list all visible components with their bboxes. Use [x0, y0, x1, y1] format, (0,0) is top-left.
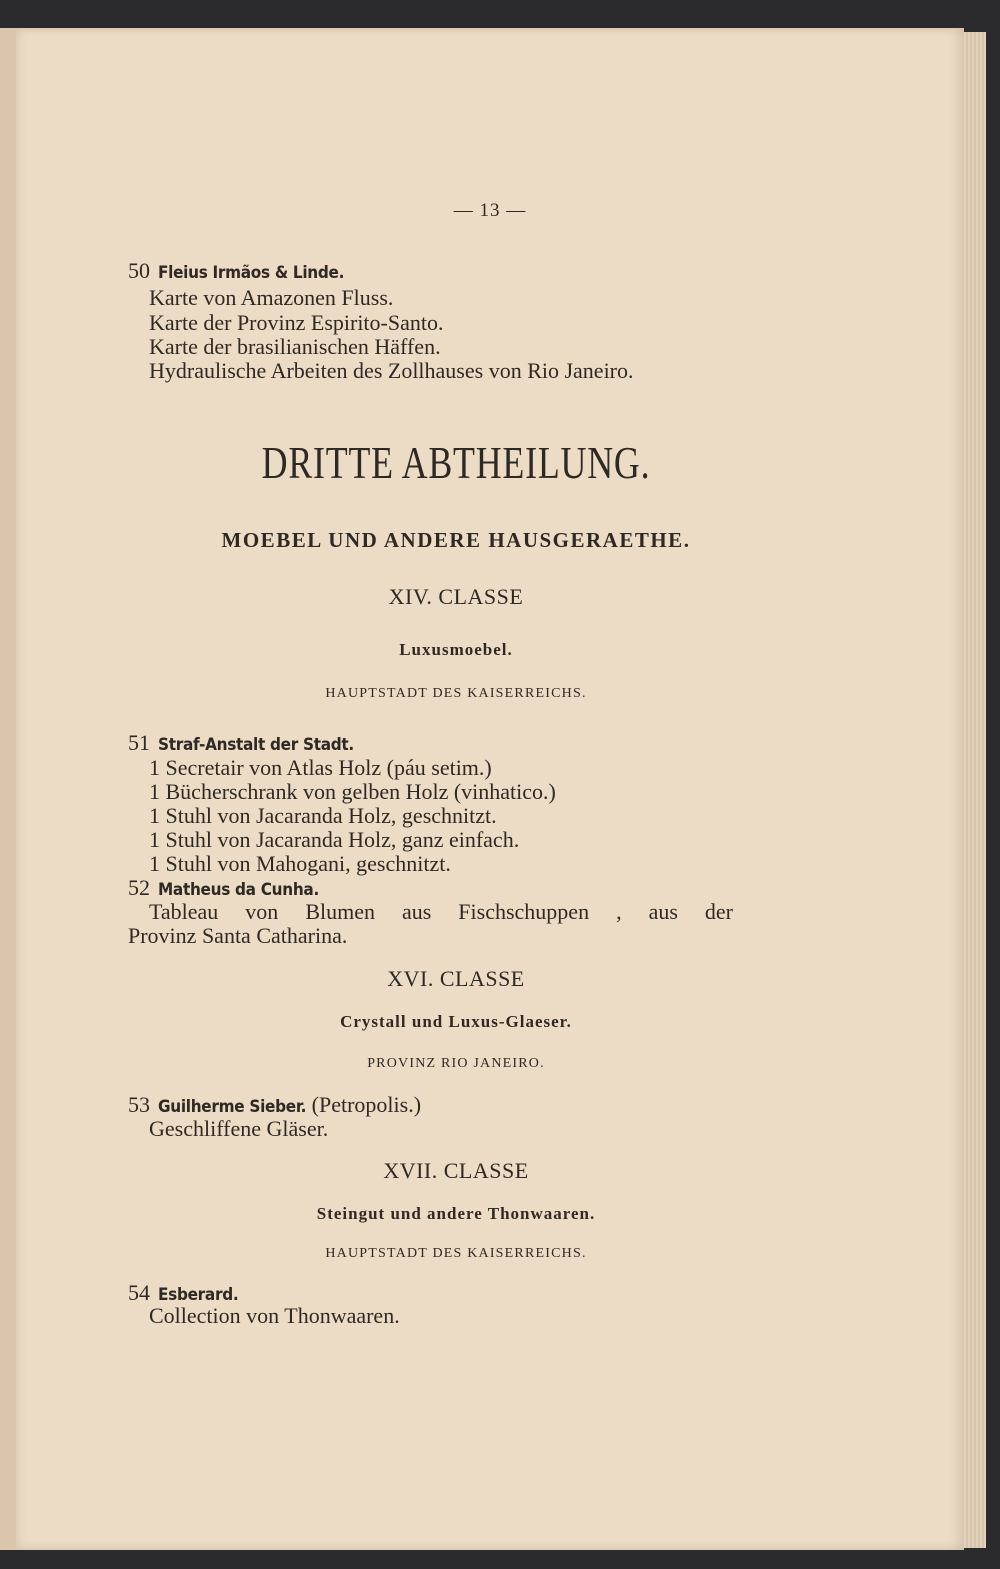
entry-item: 1 Stuhl von Jacaranda Holz, ganz einfach. — [149, 827, 520, 852]
entry-number: 54 — [128, 1280, 150, 1305]
entry-item: 1 Bücherschrank von gelben Holz (vinhatico.) — [149, 779, 556, 804]
class-name: Crystall und Luxus-Glaeser. — [340, 1012, 572, 1031]
class-name: Luxusmoebel. — [399, 640, 513, 659]
exhibitor-place: (Petropolis.) — [311, 1092, 422, 1117]
entry-number: 53 — [128, 1092, 150, 1117]
book-page — [16, 28, 964, 1550]
exhibitor-name: Esberard. — [158, 1285, 239, 1305]
entry-item: 1 Secretair von Atlas Holz (páu setim.) — [149, 755, 492, 780]
region-label: HAUPTSTADT DES KAISERREICHS. — [325, 1246, 587, 1261]
entry-number: 52 — [128, 875, 150, 900]
entry-item: Collection von Thonwaaren. — [149, 1303, 400, 1328]
page-number: — 13 — — [453, 200, 527, 221]
exhibitor-name: Guilherme Sieber. — [158, 1097, 307, 1117]
entry-text: Tableau von Blumen aus Fischschuppen , aus der — [149, 899, 733, 924]
section-title: DRITTE ABTHEILUNG. — [261, 437, 651, 488]
entry-item: 1 Stuhl von Mahogani, geschnitzt. — [149, 851, 451, 876]
entry-item: Geschliffene Gläser. — [149, 1116, 329, 1141]
entry-number: 51 — [128, 730, 150, 755]
entry-text-continued: Provinz Santa Catharina. — [128, 923, 348, 948]
class-label: XVII. CLASSE — [383, 1158, 529, 1183]
entry-item: Hydraulische Arbeiten des Zollhauses von Rio Janeiro. — [149, 358, 634, 383]
entry-item: 1 Stuhl von Jacaranda Holz, geschnitzt. — [149, 803, 497, 828]
section-subtitle: MOEBEL UND ANDERE HAUSGERAETHE. — [221, 528, 691, 552]
region-label: HAUPTSTADT DES KAISERREICHS. — [325, 686, 587, 701]
class-name: Steingut und andere Thonwaaren. — [316, 1204, 596, 1223]
entry-item: Karte der brasilianischen Häffen. — [149, 334, 441, 359]
entry-number: 50 — [128, 258, 150, 283]
entry-50-header — [128, 258, 344, 286]
entry-51-header — [128, 730, 354, 758]
entry-item: Karte der Provinz Espirito-Santo. — [149, 310, 444, 335]
exhibitor-name: Straf-Anstalt der Stadt. — [158, 735, 354, 755]
region-label: PROVINZ RIO JANEIRO. — [367, 1056, 545, 1071]
exhibitor-name: Fleius Irmãos & Linde. — [158, 263, 345, 283]
class-label: XIV. CLASSE — [388, 584, 524, 609]
entry-item: Karte von Amazonen Fluss. — [149, 285, 394, 310]
class-label: XVI. CLASSE — [387, 966, 525, 991]
left-facing-page-edge — [0, 28, 16, 1550]
exhibitor-name: Matheus da Cunha. — [158, 880, 319, 900]
